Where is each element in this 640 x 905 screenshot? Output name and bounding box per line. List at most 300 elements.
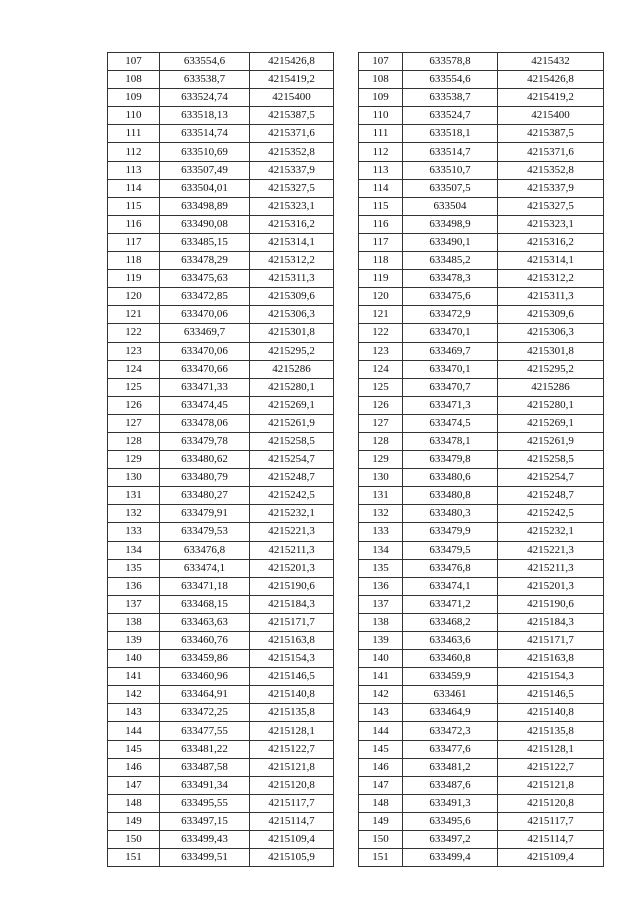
x-coordinate-cell: 633472,25 — [160, 704, 250, 722]
x-coordinate-cell: 633471,2 — [403, 595, 498, 613]
table-row — [359, 71, 604, 89]
table-row — [359, 89, 604, 107]
table-row — [108, 831, 334, 849]
x-coordinate-cell: 633461 — [403, 686, 498, 704]
y-coordinate-cell: 4215301,8 — [250, 324, 334, 342]
y-coordinate-cell: 4215309,6 — [250, 288, 334, 306]
table-row — [108, 812, 334, 830]
y-coordinate-cell: 4215109,4 — [498, 849, 604, 867]
table-row — [359, 794, 604, 812]
x-coordinate-cell: 633485,2 — [403, 252, 498, 270]
point-number-cell: 143 — [108, 704, 160, 722]
y-coordinate-cell: 4215109,4 — [250, 831, 334, 849]
point-number-cell: 122 — [108, 324, 160, 342]
point-number-cell: 110 — [359, 107, 403, 125]
table-row — [359, 686, 604, 704]
x-coordinate-cell: 633477,6 — [403, 740, 498, 758]
coordinates-table-left — [107, 52, 334, 867]
x-coordinate-cell: 633459,86 — [160, 650, 250, 668]
table-row — [359, 143, 604, 161]
x-coordinate-cell: 633518,13 — [160, 107, 250, 125]
table-row — [108, 396, 334, 414]
table-row — [359, 451, 604, 469]
point-number-cell: 124 — [359, 360, 403, 378]
x-coordinate-cell: 633474,1 — [160, 559, 250, 577]
table-row — [108, 704, 334, 722]
y-coordinate-cell: 4215122,7 — [250, 740, 334, 758]
table-row — [108, 107, 334, 125]
table-row — [108, 306, 334, 324]
point-number-cell: 151 — [359, 849, 403, 867]
point-number-cell: 126 — [108, 396, 160, 414]
y-coordinate-cell: 4215309,6 — [498, 306, 604, 324]
y-coordinate-cell: 4215248,7 — [498, 487, 604, 505]
point-number-cell: 136 — [108, 577, 160, 595]
table-row — [359, 306, 604, 324]
x-coordinate-cell: 633479,9 — [403, 523, 498, 541]
y-coordinate-cell: 4215419,2 — [498, 89, 604, 107]
point-number-cell: 112 — [108, 143, 160, 161]
table-row — [108, 252, 334, 270]
point-number-cell: 146 — [108, 758, 160, 776]
x-coordinate-cell: 633499,51 — [160, 849, 250, 867]
table-row — [359, 125, 604, 143]
y-coordinate-cell: 4215301,8 — [498, 342, 604, 360]
point-number-cell: 116 — [359, 215, 403, 233]
point-number-cell: 145 — [359, 740, 403, 758]
y-coordinate-cell: 4215261,9 — [498, 432, 604, 450]
point-number-cell: 123 — [108, 342, 160, 360]
point-number-cell: 150 — [359, 831, 403, 849]
x-coordinate-cell: 633481,22 — [160, 740, 250, 758]
y-coordinate-cell: 4215316,2 — [498, 233, 604, 251]
x-coordinate-cell: 633479,78 — [160, 432, 250, 450]
y-coordinate-cell: 4215337,9 — [498, 179, 604, 197]
table-row — [359, 107, 604, 125]
table-row — [108, 288, 334, 306]
y-coordinate-cell: 4215105,9 — [250, 849, 334, 867]
point-number-cell: 140 — [359, 650, 403, 668]
y-coordinate-cell: 4215114,7 — [498, 831, 604, 849]
y-coordinate-cell: 4215254,7 — [250, 451, 334, 469]
point-number-cell: 119 — [359, 270, 403, 288]
table-row — [359, 541, 604, 559]
y-coordinate-cell: 4215221,3 — [498, 541, 604, 559]
x-coordinate-cell: 633470,06 — [160, 342, 250, 360]
y-coordinate-cell: 4215286 — [498, 378, 604, 396]
point-number-cell: 120 — [359, 288, 403, 306]
y-coordinate-cell: 4215258,5 — [498, 451, 604, 469]
table-row — [108, 71, 334, 89]
point-number-cell: 110 — [108, 107, 160, 125]
point-number-cell: 135 — [359, 559, 403, 577]
y-coordinate-cell: 4215387,5 — [250, 107, 334, 125]
x-coordinate-cell: 633510,69 — [160, 143, 250, 161]
y-coordinate-cell: 4215248,7 — [250, 469, 334, 487]
point-number-cell: 111 — [108, 125, 160, 143]
table-row — [108, 559, 334, 577]
point-number-cell: 131 — [108, 487, 160, 505]
x-coordinate-cell: 633491,3 — [403, 794, 498, 812]
table-row — [359, 668, 604, 686]
x-coordinate-cell: 633498,9 — [403, 215, 498, 233]
x-coordinate-cell: 633463,6 — [403, 632, 498, 650]
coordinates-table-right — [358, 52, 604, 867]
x-coordinate-cell: 633471,3 — [403, 396, 498, 414]
point-number-cell: 113 — [359, 161, 403, 179]
x-coordinate-cell: 633495,55 — [160, 794, 250, 812]
y-coordinate-cell: 4215323,1 — [250, 197, 334, 215]
point-number-cell: 128 — [108, 432, 160, 450]
x-coordinate-cell: 633472,9 — [403, 306, 498, 324]
point-number-cell: 112 — [359, 143, 403, 161]
y-coordinate-cell: 4215114,7 — [250, 812, 334, 830]
table-row — [108, 776, 334, 794]
table-row — [108, 758, 334, 776]
y-coordinate-cell: 4215432 — [498, 53, 604, 71]
y-coordinate-cell: 4215311,3 — [250, 270, 334, 288]
table-row — [108, 143, 334, 161]
point-number-cell: 123 — [359, 342, 403, 360]
x-coordinate-cell: 633480,62 — [160, 451, 250, 469]
table-row — [359, 613, 604, 631]
x-coordinate-cell: 633514,7 — [403, 143, 498, 161]
x-coordinate-cell: 633474,5 — [403, 414, 498, 432]
y-coordinate-cell: 4215311,3 — [498, 288, 604, 306]
table-row — [108, 849, 334, 867]
table-row — [108, 360, 334, 378]
x-coordinate-cell: 633504 — [403, 197, 498, 215]
point-number-cell: 126 — [359, 396, 403, 414]
y-coordinate-cell: 4215242,5 — [498, 505, 604, 523]
y-coordinate-cell: 4215163,8 — [250, 632, 334, 650]
point-number-cell: 144 — [108, 722, 160, 740]
table-row — [108, 197, 334, 215]
point-number-cell: 115 — [359, 197, 403, 215]
point-number-cell: 132 — [108, 505, 160, 523]
table-row — [108, 577, 334, 595]
point-number-cell: 125 — [108, 378, 160, 396]
point-number-cell: 115 — [108, 197, 160, 215]
y-coordinate-cell: 4215327,5 — [250, 179, 334, 197]
y-coordinate-cell: 4215163,8 — [498, 650, 604, 668]
y-coordinate-cell: 4215400 — [250, 89, 334, 107]
point-number-cell: 133 — [359, 523, 403, 541]
y-coordinate-cell: 4215295,2 — [250, 342, 334, 360]
x-coordinate-cell: 633470,1 — [403, 360, 498, 378]
y-coordinate-cell: 4215426,8 — [498, 71, 604, 89]
y-coordinate-cell: 4215184,3 — [250, 595, 334, 613]
point-number-cell: 149 — [359, 812, 403, 830]
table-row — [108, 722, 334, 740]
x-coordinate-cell: 633479,91 — [160, 505, 250, 523]
table-row — [359, 233, 604, 251]
y-coordinate-cell: 4215190,6 — [250, 577, 334, 595]
table-row — [108, 53, 334, 71]
y-coordinate-cell: 4215337,9 — [250, 161, 334, 179]
x-coordinate-cell: 633470,7 — [403, 378, 498, 396]
table-row — [108, 469, 334, 487]
table-row — [359, 414, 604, 432]
x-coordinate-cell: 633478,06 — [160, 414, 250, 432]
y-coordinate-cell: 4215286 — [250, 360, 334, 378]
x-coordinate-cell: 633470,06 — [160, 306, 250, 324]
point-number-cell: 138 — [108, 613, 160, 631]
x-coordinate-cell: 633474,45 — [160, 396, 250, 414]
point-number-cell: 145 — [108, 740, 160, 758]
y-coordinate-cell: 4215280,1 — [250, 378, 334, 396]
y-coordinate-cell: 4215120,8 — [250, 776, 334, 794]
table-row — [108, 487, 334, 505]
y-coordinate-cell: 4215323,1 — [498, 215, 604, 233]
point-number-cell: 107 — [108, 53, 160, 71]
x-coordinate-cell: 633499,43 — [160, 831, 250, 849]
table-row — [108, 89, 334, 107]
x-coordinate-cell: 633518,1 — [403, 125, 498, 143]
y-coordinate-cell: 4215221,3 — [250, 523, 334, 541]
point-number-cell: 142 — [108, 686, 160, 704]
y-coordinate-cell: 4215352,8 — [498, 161, 604, 179]
table-row — [108, 342, 334, 360]
point-number-cell: 109 — [108, 89, 160, 107]
table-row — [108, 125, 334, 143]
point-number-cell: 121 — [108, 306, 160, 324]
y-coordinate-cell: 4215371,6 — [498, 143, 604, 161]
point-number-cell: 150 — [108, 831, 160, 849]
point-number-cell: 133 — [108, 523, 160, 541]
x-coordinate-cell: 633464,9 — [403, 704, 498, 722]
table-row — [108, 161, 334, 179]
x-coordinate-cell: 633478,1 — [403, 432, 498, 450]
table-row — [108, 451, 334, 469]
point-number-cell: 127 — [108, 414, 160, 432]
x-coordinate-cell: 633479,53 — [160, 523, 250, 541]
y-coordinate-cell: 4215232,1 — [250, 505, 334, 523]
point-number-cell: 148 — [108, 794, 160, 812]
point-number-cell: 129 — [108, 451, 160, 469]
x-coordinate-cell: 633475,63 — [160, 270, 250, 288]
table-body — [359, 53, 604, 867]
x-coordinate-cell: 633471,33 — [160, 378, 250, 396]
point-number-cell: 142 — [359, 686, 403, 704]
x-coordinate-cell: 633479,5 — [403, 541, 498, 559]
table-row — [108, 215, 334, 233]
y-coordinate-cell: 4215295,2 — [498, 360, 604, 378]
table-row — [359, 432, 604, 450]
x-coordinate-cell: 633507,49 — [160, 161, 250, 179]
point-number-cell: 134 — [359, 541, 403, 559]
x-coordinate-cell: 633480,6 — [403, 469, 498, 487]
y-coordinate-cell: 4215254,7 — [498, 469, 604, 487]
table-row — [108, 432, 334, 450]
point-number-cell: 141 — [359, 668, 403, 686]
x-coordinate-cell: 633479,8 — [403, 451, 498, 469]
y-coordinate-cell: 4215171,7 — [250, 613, 334, 631]
x-coordinate-cell: 633470,66 — [160, 360, 250, 378]
table-row — [359, 812, 604, 830]
table-row — [108, 686, 334, 704]
x-coordinate-cell: 633459,9 — [403, 668, 498, 686]
point-number-cell: 114 — [359, 179, 403, 197]
point-number-cell: 109 — [359, 89, 403, 107]
point-number-cell: 124 — [108, 360, 160, 378]
table-row — [359, 632, 604, 650]
table-row — [359, 559, 604, 577]
x-coordinate-cell: 633464,91 — [160, 686, 250, 704]
point-number-cell: 117 — [108, 233, 160, 251]
point-number-cell: 120 — [108, 288, 160, 306]
table-row — [359, 577, 604, 595]
table-row — [359, 288, 604, 306]
table-row — [108, 378, 334, 396]
y-coordinate-cell: 4215211,3 — [250, 541, 334, 559]
x-coordinate-cell: 633481,2 — [403, 758, 498, 776]
table-row — [359, 360, 604, 378]
point-number-cell: 143 — [359, 704, 403, 722]
y-coordinate-cell: 4215269,1 — [250, 396, 334, 414]
y-coordinate-cell: 4215261,9 — [250, 414, 334, 432]
table-row — [108, 324, 334, 342]
x-coordinate-cell: 633474,1 — [403, 577, 498, 595]
x-coordinate-cell: 633499,4 — [403, 849, 498, 867]
table-row — [359, 215, 604, 233]
table-row — [359, 197, 604, 215]
point-number-cell: 139 — [359, 632, 403, 650]
point-number-cell: 148 — [359, 794, 403, 812]
y-coordinate-cell: 4215117,7 — [498, 812, 604, 830]
y-coordinate-cell: 4215387,5 — [498, 125, 604, 143]
y-coordinate-cell: 4215306,3 — [498, 324, 604, 342]
table-row — [359, 53, 604, 71]
table-row — [108, 794, 334, 812]
x-coordinate-cell: 633490,08 — [160, 215, 250, 233]
y-coordinate-cell: 4215146,5 — [498, 686, 604, 704]
x-coordinate-cell: 633524,74 — [160, 89, 250, 107]
table-row — [359, 179, 604, 197]
x-coordinate-cell: 633476,8 — [403, 559, 498, 577]
table-row — [359, 161, 604, 179]
table-row — [359, 523, 604, 541]
x-coordinate-cell: 633480,27 — [160, 487, 250, 505]
table-row — [359, 505, 604, 523]
y-coordinate-cell: 4215258,5 — [250, 432, 334, 450]
y-coordinate-cell: 4215154,3 — [498, 668, 604, 686]
x-coordinate-cell: 633538,7 — [160, 71, 250, 89]
y-coordinate-cell: 4215121,8 — [250, 758, 334, 776]
y-coordinate-cell: 4215400 — [498, 107, 604, 125]
y-coordinate-cell: 4215140,8 — [250, 686, 334, 704]
y-coordinate-cell: 4215371,6 — [250, 125, 334, 143]
point-number-cell: 118 — [108, 252, 160, 270]
point-number-cell: 130 — [359, 469, 403, 487]
point-number-cell: 116 — [108, 215, 160, 233]
y-coordinate-cell: 4215154,3 — [250, 650, 334, 668]
table-row — [108, 505, 334, 523]
table-row — [108, 541, 334, 559]
x-coordinate-cell: 633471,18 — [160, 577, 250, 595]
x-coordinate-cell: 633472,3 — [403, 722, 498, 740]
y-coordinate-cell: 4215146,5 — [250, 668, 334, 686]
point-number-cell: 125 — [359, 378, 403, 396]
table-row — [108, 270, 334, 288]
x-coordinate-cell: 633480,79 — [160, 469, 250, 487]
point-number-cell: 136 — [359, 577, 403, 595]
x-coordinate-cell: 633475,6 — [403, 288, 498, 306]
y-coordinate-cell: 4215352,8 — [250, 143, 334, 161]
y-coordinate-cell: 4215184,3 — [498, 613, 604, 631]
table-row — [359, 324, 604, 342]
point-number-cell: 131 — [359, 487, 403, 505]
x-coordinate-cell: 633504,01 — [160, 179, 250, 197]
point-number-cell: 117 — [359, 233, 403, 251]
y-coordinate-cell: 4215306,3 — [250, 306, 334, 324]
point-number-cell: 119 — [108, 270, 160, 288]
y-coordinate-cell: 4215201,3 — [498, 577, 604, 595]
point-number-cell: 141 — [108, 668, 160, 686]
y-coordinate-cell: 4215232,1 — [498, 523, 604, 541]
point-number-cell: 149 — [108, 812, 160, 830]
y-coordinate-cell: 4215327,5 — [498, 197, 604, 215]
y-coordinate-cell: 4215117,7 — [250, 794, 334, 812]
table-row — [108, 668, 334, 686]
table-row — [108, 233, 334, 251]
x-coordinate-cell: 633498,89 — [160, 197, 250, 215]
x-coordinate-cell: 633478,3 — [403, 270, 498, 288]
x-coordinate-cell: 633480,8 — [403, 487, 498, 505]
point-number-cell: 139 — [108, 632, 160, 650]
point-number-cell: 132 — [359, 505, 403, 523]
y-coordinate-cell: 4215269,1 — [498, 414, 604, 432]
point-number-cell: 135 — [108, 559, 160, 577]
y-coordinate-cell: 4215312,2 — [498, 270, 604, 288]
point-number-cell: 114 — [108, 179, 160, 197]
x-coordinate-cell: 633470,1 — [403, 324, 498, 342]
x-coordinate-cell: 633524,7 — [403, 107, 498, 125]
y-coordinate-cell: 4215426,8 — [250, 53, 334, 71]
table-row — [359, 776, 604, 794]
point-number-cell: 107 — [359, 53, 403, 71]
table-row — [108, 650, 334, 668]
table-body — [108, 53, 334, 867]
table-row — [359, 270, 604, 288]
point-number-cell: 128 — [359, 432, 403, 450]
table-row — [359, 487, 604, 505]
y-coordinate-cell: 4215122,7 — [498, 758, 604, 776]
table-row — [359, 469, 604, 487]
y-coordinate-cell: 4215211,3 — [498, 559, 604, 577]
y-coordinate-cell: 4215280,1 — [498, 396, 604, 414]
y-coordinate-cell: 4215419,2 — [250, 71, 334, 89]
table-row — [359, 650, 604, 668]
table-row — [359, 722, 604, 740]
point-number-cell: 118 — [359, 252, 403, 270]
point-number-cell: 144 — [359, 722, 403, 740]
point-number-cell: 140 — [108, 650, 160, 668]
y-coordinate-cell: 4215128,1 — [498, 740, 604, 758]
y-coordinate-cell: 4215312,2 — [250, 252, 334, 270]
point-number-cell: 129 — [359, 451, 403, 469]
y-coordinate-cell: 4215140,8 — [498, 704, 604, 722]
table-row — [359, 831, 604, 849]
point-number-cell: 137 — [108, 595, 160, 613]
y-coordinate-cell: 4215120,8 — [498, 794, 604, 812]
y-coordinate-cell: 4215128,1 — [250, 722, 334, 740]
y-coordinate-cell: 4215201,3 — [250, 559, 334, 577]
x-coordinate-cell: 633578,8 — [403, 53, 498, 71]
x-coordinate-cell: 633460,8 — [403, 650, 498, 668]
point-number-cell: 147 — [359, 776, 403, 794]
x-coordinate-cell: 633497,2 — [403, 831, 498, 849]
